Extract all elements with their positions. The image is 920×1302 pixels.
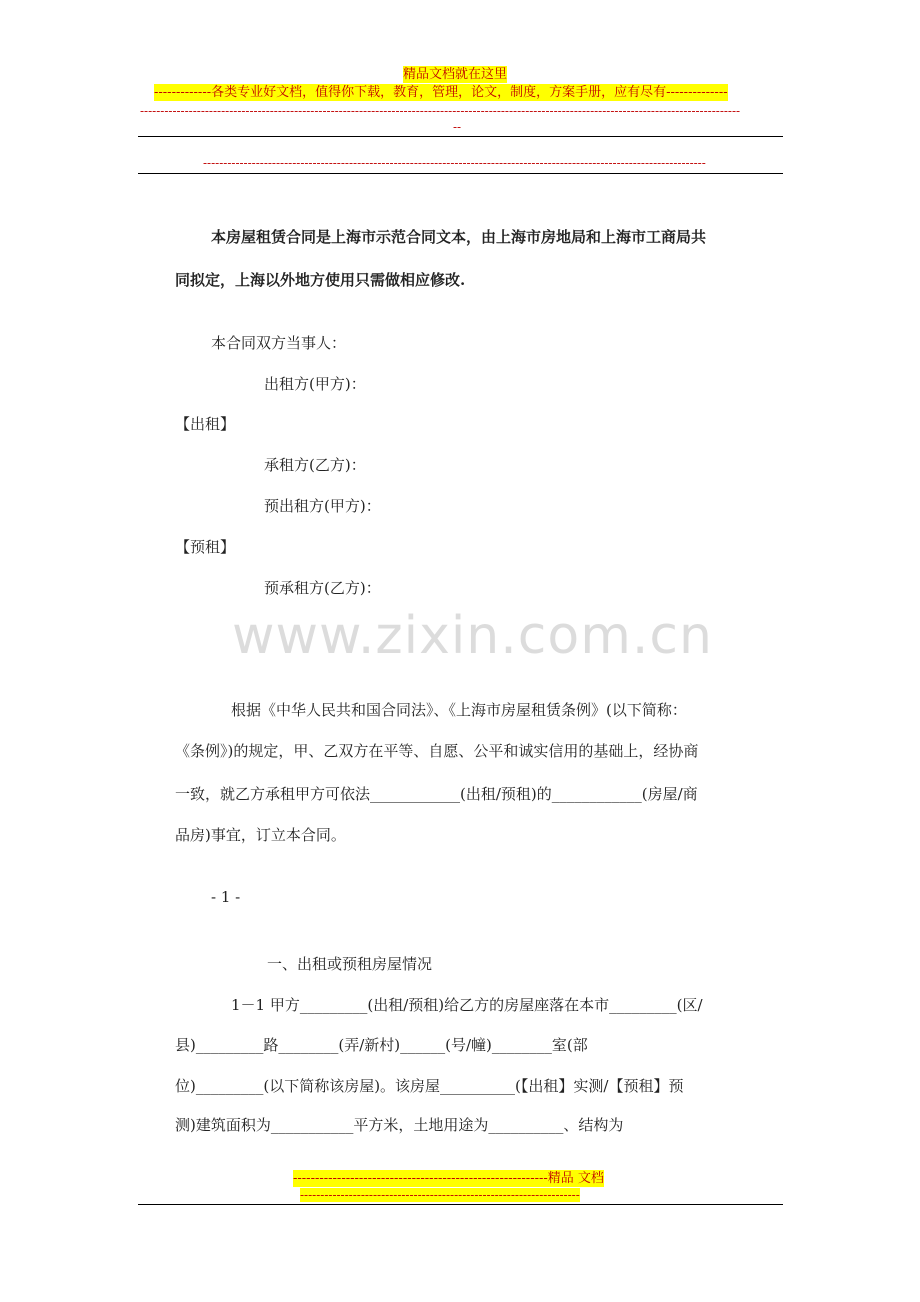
- footer-rule: [138, 1204, 783, 1205]
- intro-line-2: 同拟定，上海以外地方使用只需做相应修改.: [175, 271, 466, 289]
- rent-tag: 【出租】: [175, 415, 236, 433]
- pre-lessee-label: 预承租方(乙方)：: [264, 579, 381, 597]
- watermark: www.zixin.com.cn: [232, 606, 713, 666]
- header-dash-tail: --: [453, 120, 462, 134]
- section-1-title: 一、出租或预租房屋情况: [267, 955, 433, 973]
- lessee-label: 承租方(乙方)：: [264, 456, 366, 474]
- section-1-line-4: 测)建筑面积为___________平方米，土地用途为__________、结构为: [175, 1116, 624, 1134]
- header-rule-bottom: [138, 173, 783, 174]
- basis-line-1: 根据《中华人民共和国合同法》、《上海市房屋租赁条例》(以下简称：: [231, 701, 687, 719]
- intro-line-1: 本房屋租赁合同是上海市示范合同文本，由上海市房地局和上海市工商局共: [211, 228, 707, 246]
- header-dash-line: ----------------------------------------------------------------------------------------------------------------------------------------------------: [140, 104, 741, 118]
- header-dash-line2: ----------------------------------------------------------------------------------------------------------------------------: [203, 156, 706, 170]
- section-1-line-3: 位)_________(以下简称该房屋)。该房屋__________(【出租】实测/【预租】预: [175, 1077, 684, 1095]
- page-number: - 1 -: [211, 888, 241, 906]
- header-title: 精品文档就在这里: [403, 67, 508, 82]
- section-1-line-2: 县)_________路________(弄/新村)______(号/幢)________室(部: [175, 1036, 588, 1054]
- lessor-label: 出租方(甲方)：: [264, 375, 366, 393]
- footer-line-2: ---------------------------------------------------------------------: [300, 1188, 580, 1202]
- basis-line-2: 《条例》)的规定，甲、乙双方在平等、自愿、公平和诚实信用的基础上，经协商: [175, 742, 699, 760]
- header-rule-top: [138, 136, 783, 137]
- basis-line-3: 一致，就乙方承租甲方可依法____________(出租/预租)的____________(房屋/商: [175, 785, 698, 803]
- basis-line-4: 品房)事宜，订立本合同。: [175, 826, 346, 844]
- pre-lessor-label: 预出租方(甲方)：: [264, 497, 381, 515]
- parties-heading: 本合同双方当事人：: [211, 334, 347, 352]
- section-1-line-1: 1－1 甲方_________(出租/预租)给乙方的房屋座落在本市_________(区/: [231, 996, 703, 1014]
- prerent-tag: 【预租】: [175, 538, 236, 556]
- footer-line-1: ----------------------------------------------------------精品 文档: [293, 1171, 604, 1186]
- header-tagline: -------------各类专业好文档，值得你下载，教育，管理，论文，制度，方案手册，应有尽有--------------: [154, 85, 728, 100]
